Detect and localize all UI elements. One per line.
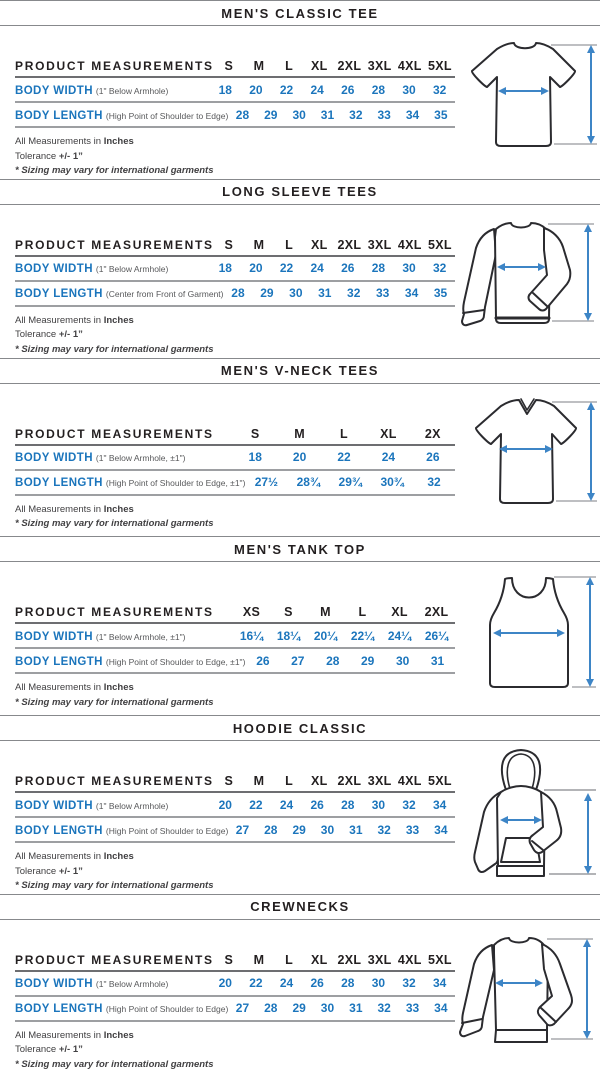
footnote-measurements-prefix: All Measurements in [15, 136, 102, 147]
section-title-band [0, 358, 600, 384]
row-label: BODY LENGTH [15, 655, 103, 668]
row-note: (High Point of Shoulder to Edge, ±1") [105, 656, 246, 667]
section-crewneck [0, 894, 600, 1073]
size-column-header: 4XL [397, 774, 422, 789]
size-column-header: 2XL [337, 237, 362, 252]
measurement-row [15, 997, 455, 1022]
section-title: MEN'S V-NECK TEES [220, 363, 380, 379]
size-column-header: 4XL [397, 952, 422, 967]
measurement-value: 26 [310, 976, 324, 991]
length-arrow [586, 577, 594, 687]
measurement-value: 28 [341, 976, 355, 991]
footnote-tolerance-prefix: Tolerance [15, 150, 57, 162]
size-column-header: 4XL [397, 59, 422, 73]
section-title: LONG SLEEVE TEES [222, 184, 378, 200]
measurement-value: 30 [320, 822, 335, 837]
measurement-value: 29 [292, 822, 306, 837]
footnote-sizing: * Sizing may vary for international garments [15, 1058, 214, 1070]
measurement-value: 24¼ [387, 628, 412, 643]
size-column-header: 3XL [367, 774, 392, 789]
measurement-value: 28 [264, 822, 278, 837]
measurement-value: 22 [337, 450, 351, 465]
size-column-header: XL [310, 59, 328, 73]
footnote-tolerance-prefix: Tolerance [15, 865, 57, 877]
size-column-header: XL [380, 426, 397, 441]
measurement-value: 29 [361, 653, 375, 668]
footnote-measurements-unit: Inches [103, 851, 134, 863]
measurement-value: 32 [433, 261, 447, 276]
footnote-tolerance-value: +/- 1” [58, 150, 83, 162]
tee-outline [476, 400, 576, 503]
measurement-value: 32 [427, 475, 441, 490]
footnote-measurements-prefix: All Measurements in [15, 314, 102, 326]
measurement-value: 26 [426, 450, 440, 465]
measurement-value: 26¼ [424, 628, 449, 643]
measurement-value: 24 [279, 797, 294, 812]
size-column-header: S [224, 59, 234, 73]
row-label: BODY WIDTH [15, 630, 93, 643]
row-label-cell [15, 284, 224, 302]
measurement-value: 30 [292, 107, 306, 122]
size-column-header: M [253, 774, 265, 789]
measurement-value: 29¾ [338, 475, 362, 490]
measurement-value: 29 [264, 107, 278, 122]
size-column-header: 5XL [428, 59, 452, 73]
size-column-header: 5XL [428, 952, 452, 967]
measurement-row [15, 793, 455, 818]
length-arrow [583, 939, 591, 1039]
row-label-cell [15, 259, 210, 277]
measurement-value: 31 [349, 822, 363, 837]
measurement-value: 34 [404, 286, 419, 301]
row-label-cell [15, 999, 228, 1017]
row-note: (1" Below Armhole) [95, 979, 169, 990]
waistband [495, 1030, 547, 1042]
size-column-header: M [253, 237, 265, 252]
measurement-value: 20¼ [313, 628, 338, 643]
section-hoodie [0, 715, 600, 894]
measurement-value: 32 [433, 82, 447, 97]
row-label: BODY LENGTH [15, 824, 103, 837]
table-header-row [15, 774, 455, 793]
measurement-value: 32 [347, 286, 361, 301]
measurement-row [15, 471, 455, 496]
measurement-value: 35 [434, 107, 448, 122]
measurement-value: 18 [248, 450, 262, 465]
measurement-value: 33 [377, 107, 391, 122]
garment-illustration-classic-tee [450, 31, 600, 171]
size-column-header: 3XL [367, 59, 392, 73]
classic-tee-drawing [450, 31, 600, 171]
table-header-row [15, 238, 455, 257]
row-note: (High Point of Shoulder to Edge) [105, 1004, 229, 1015]
measurement-value: 18 [218, 82, 232, 97]
measurement-row [15, 78, 455, 103]
footnote-tolerance-prefix: Tolerance [15, 1044, 57, 1056]
section-title-band [0, 0, 600, 26]
measurement-row [15, 818, 455, 843]
footnote-measurements-prefix: All Measurements in [15, 851, 102, 863]
section-title: MEN'S CLASSIC TEE [221, 5, 379, 21]
table-body [15, 78, 455, 128]
row-label: BODY LENGTH [15, 288, 103, 301]
measurement-value: 28 [371, 261, 386, 276]
measurement-value: 30 [402, 261, 416, 276]
length-arrow [587, 45, 595, 144]
size-column-header: 3XL [367, 237, 392, 252]
size-column-header: S [224, 237, 234, 252]
section-title-band [0, 715, 600, 741]
size-column-header: XS [242, 605, 261, 620]
size-column-header: 5XL [428, 237, 452, 252]
measurement-table [15, 427, 455, 496]
tee-outline [472, 43, 575, 146]
size-column-header: S [284, 605, 293, 620]
row-note: (1" Below Armhole, ±1") [95, 453, 186, 464]
length-arrow [587, 402, 595, 501]
v-neck-tee-drawing [455, 389, 600, 529]
measurement-table [15, 238, 455, 307]
measurement-value: 30 [402, 82, 416, 97]
measurement-value: 34 [434, 822, 448, 837]
measurement-value: 26 [341, 261, 355, 276]
measurement-value: 22¼ [350, 628, 375, 643]
measurement-value: 20 [249, 261, 263, 276]
measurement-value: 16¼ [239, 628, 264, 643]
size-column-header: 5XL [428, 774, 452, 789]
size-column-header: 4XL [397, 237, 422, 252]
measurement-value: 31 [349, 1001, 363, 1016]
size-column-header: L [340, 426, 348, 441]
row-note: (High Point of Shoulder to Edge) [105, 110, 229, 121]
measurement-value: 30 [371, 797, 386, 812]
footnote-measurements-unit: Inches [103, 1029, 134, 1041]
measurement-value: 22 [249, 976, 263, 991]
row-label: BODY WIDTH [15, 263, 93, 276]
row-note: (High Point of Shoulder to Edge, ±1") [105, 478, 246, 489]
footnote-measurements-prefix: All Measurements in [15, 503, 102, 515]
garment-illustration-hoodie [450, 746, 600, 892]
measurement-table [15, 774, 455, 843]
measurement-value: 32 [377, 822, 391, 837]
garment-illustration-long-sleeve-tee [440, 210, 600, 350]
measurement-value: 24 [279, 976, 294, 991]
table-header-label: PRODUCT MEASUREMENTS [15, 605, 214, 620]
row-label-cell [15, 106, 228, 124]
row-note: (1" Below Armhole, ±1") [95, 631, 186, 642]
measurement-value: 29 [292, 1001, 306, 1016]
row-label-cell [15, 473, 245, 491]
waistband [497, 866, 544, 876]
size-column-header: 2XL [337, 59, 362, 73]
footnote-tolerance-value: +/- 1” [58, 865, 83, 877]
table-header-row [15, 59, 455, 78]
measurement-value: 28 [264, 1001, 278, 1016]
measurement-row [15, 649, 455, 674]
size-column-header: L [285, 774, 294, 789]
section-classic-tee [0, 0, 600, 179]
measurement-value: 35 [433, 286, 448, 301]
measurement-value: 20 [292, 450, 307, 465]
long-sleeve-tee-drawing [440, 210, 600, 350]
measurement-value: 32 [377, 1001, 391, 1016]
footnote-measurements-unit: Inches [103, 136, 134, 147]
row-label: BODY WIDTH [15, 799, 93, 812]
measurement-value: 34 [405, 107, 420, 122]
measurement-value: 26 [256, 653, 270, 668]
table-body [15, 446, 455, 496]
measurement-value: 26 [310, 797, 324, 812]
measurement-value: 29 [260, 286, 274, 301]
measurement-value: 20 [218, 797, 232, 812]
footnote-measurements-prefix: All Measurements in [15, 1029, 102, 1041]
measurement-value: 30 [371, 976, 386, 991]
garment-illustration-crewneck [435, 925, 600, 1065]
size-column-header: L [358, 605, 367, 620]
table-body [15, 624, 455, 674]
section-title-band [0, 536, 600, 562]
measurement-value: 32 [349, 107, 363, 122]
table-body [15, 793, 455, 843]
row-label-cell [15, 796, 210, 814]
measurement-value: 34 [433, 976, 447, 991]
size-column-header: M [253, 59, 265, 73]
row-note: (1" Below Armhole) [95, 264, 169, 275]
measurement-value: 30 [395, 653, 410, 668]
measurement-row [15, 282, 455, 307]
row-label-cell [15, 448, 233, 466]
size-column-header: 2X [424, 426, 441, 441]
measurement-value: 34 [434, 1001, 448, 1016]
measurement-row [15, 257, 455, 282]
measurement-value: 28 [371, 82, 386, 97]
measurement-value: 31 [320, 107, 335, 122]
section-title: HOODIE CLASSIC [232, 720, 368, 736]
footnote-sizing: * Sizing may vary for international garments [15, 343, 214, 355]
section-title: MEN'S TANK TOP [234, 541, 366, 557]
measurement-value: 33 [405, 1001, 420, 1016]
size-column-header: M [320, 605, 331, 620]
row-label-cell [15, 81, 210, 99]
measurement-value: 24 [381, 450, 396, 465]
measurement-value: 28¾ [296, 475, 320, 490]
size-column-header: 2XL [424, 605, 449, 620]
row-label: BODY LENGTH [15, 1003, 103, 1016]
measurement-table [15, 953, 455, 1022]
table-header-row [15, 953, 455, 972]
measurement-value: 22 [279, 261, 294, 276]
crewneck-drawing [435, 925, 600, 1065]
measurement-value: 27½ [254, 475, 279, 490]
measurement-value: 31 [318, 286, 332, 301]
measurement-value: 20 [218, 976, 232, 991]
footnote-sizing: * Sizing may vary for international garments [15, 880, 214, 892]
measurement-value: 33 [405, 822, 420, 837]
table-body [15, 257, 455, 307]
measurement-table [15, 59, 455, 128]
size-column-header: S [224, 774, 234, 789]
measurement-value: 34 [433, 797, 447, 812]
row-label: BODY WIDTH [15, 84, 93, 97]
row-label: BODY WIDTH [15, 452, 93, 465]
measurement-value: 22 [249, 797, 263, 812]
footnote-measurements-unit: Inches [103, 503, 134, 515]
footnote-measurements-unit: Inches [103, 682, 134, 694]
footnote-sizing: * Sizing may vary for international garments [15, 165, 214, 176]
table-header-label: PRODUCT MEASUREMENTS [15, 426, 214, 441]
size-column-header: L [285, 952, 294, 967]
row-label: BODY LENGTH [15, 477, 103, 490]
size-column-header: M [253, 952, 265, 967]
measurement-value: 22 [279, 82, 294, 97]
garment-illustration-tank-top [460, 567, 600, 711]
row-label: BODY WIDTH [15, 978, 93, 991]
hoodie-drawing [450, 746, 600, 892]
table-header-row [15, 605, 455, 624]
measurement-row [15, 103, 455, 128]
measurement-value: 32 [402, 976, 416, 991]
size-column-header: 2XL [337, 952, 362, 967]
size-column-header: 2XL [337, 774, 362, 789]
row-note: (Center from Front of Garment) [105, 289, 224, 300]
garment-illustration-v-neck-tee [455, 389, 600, 529]
size-column-header: XL [310, 952, 328, 967]
table-header-row [15, 427, 455, 446]
measurement-value: 24 [310, 261, 324, 276]
footnote-sizing: * Sizing may vary for international garments [15, 696, 214, 708]
table-header-label: PRODUCT MEASUREMENTS [15, 774, 214, 789]
section-title-band [0, 894, 600, 920]
row-label-cell [15, 652, 245, 670]
table-header-label: PRODUCT MEASUREMENTS [15, 237, 214, 252]
size-column-header: XL [310, 774, 328, 789]
measurement-table [15, 605, 455, 674]
measurement-value: 30¾ [380, 475, 404, 490]
measurement-value: 28 [326, 653, 340, 668]
section-title: CREWNECKS [250, 899, 350, 915]
measurement-row [15, 624, 455, 649]
tank-top-drawing [460, 567, 600, 711]
measurement-value: 30 [320, 1001, 335, 1016]
size-column-header: S [224, 952, 234, 967]
size-column-header: XL [391, 605, 408, 620]
table-header-label: PRODUCT MEASUREMENTS [15, 59, 214, 73]
measurement-value: 27 [235, 1001, 250, 1016]
footnote-measurements-prefix: All Measurements in [15, 682, 102, 694]
measurement-value: 32 [402, 797, 416, 812]
section-long-sleeve-tee [0, 179, 600, 358]
row-note: (1" Below Armhole) [95, 800, 169, 811]
measurement-value: 33 [375, 286, 390, 301]
measurement-row [15, 972, 455, 997]
measurement-value: 28 [231, 286, 245, 301]
size-column-header: S [250, 426, 260, 441]
measurement-value: 31 [430, 653, 445, 668]
footnote-tolerance-value: +/- 1” [58, 329, 83, 341]
footnote-sizing: * Sizing may vary for international garments [15, 518, 214, 530]
row-label: BODY LENGTH [15, 109, 103, 122]
row-note: (High Point of Shoulder to Edge) [105, 825, 229, 836]
measurement-value: 28 [235, 107, 250, 122]
size-column-header: XL [310, 237, 328, 252]
row-note: (1" Below Armhole) [95, 85, 169, 96]
row-label-cell [15, 974, 210, 992]
measurement-value: 27 [291, 653, 305, 668]
measurement-value: 24 [310, 82, 324, 97]
section-tank-top [0, 536, 600, 715]
length-arrow [584, 793, 592, 874]
section-title-band [0, 179, 600, 205]
measurement-value: 18¼ [276, 628, 301, 643]
footnote-tolerance-prefix: Tolerance [15, 329, 57, 341]
measurement-value: 30 [289, 286, 303, 301]
measurement-value: 18 [218, 261, 232, 276]
length-arrow [584, 224, 592, 321]
footnote-measurements-unit: Inches [103, 314, 134, 326]
section-v-neck-tee [0, 358, 600, 537]
measurement-value: 20 [249, 82, 263, 97]
row-label-cell [15, 821, 228, 839]
size-column-header: L [285, 237, 294, 252]
size-column-header: L [285, 59, 294, 73]
footnote-tolerance-value: +/- 1” [58, 1044, 83, 1056]
measurement-row [15, 446, 455, 471]
size-column-header: 3XL [367, 952, 392, 967]
size-column-header: M [294, 426, 305, 441]
table-header-label: PRODUCT MEASUREMENTS [15, 952, 214, 967]
measurement-value: 28 [341, 797, 355, 812]
measurement-value: 27 [235, 822, 250, 837]
table-body [15, 972, 455, 1022]
measurement-value: 26 [341, 82, 355, 97]
row-label-cell [15, 627, 233, 645]
